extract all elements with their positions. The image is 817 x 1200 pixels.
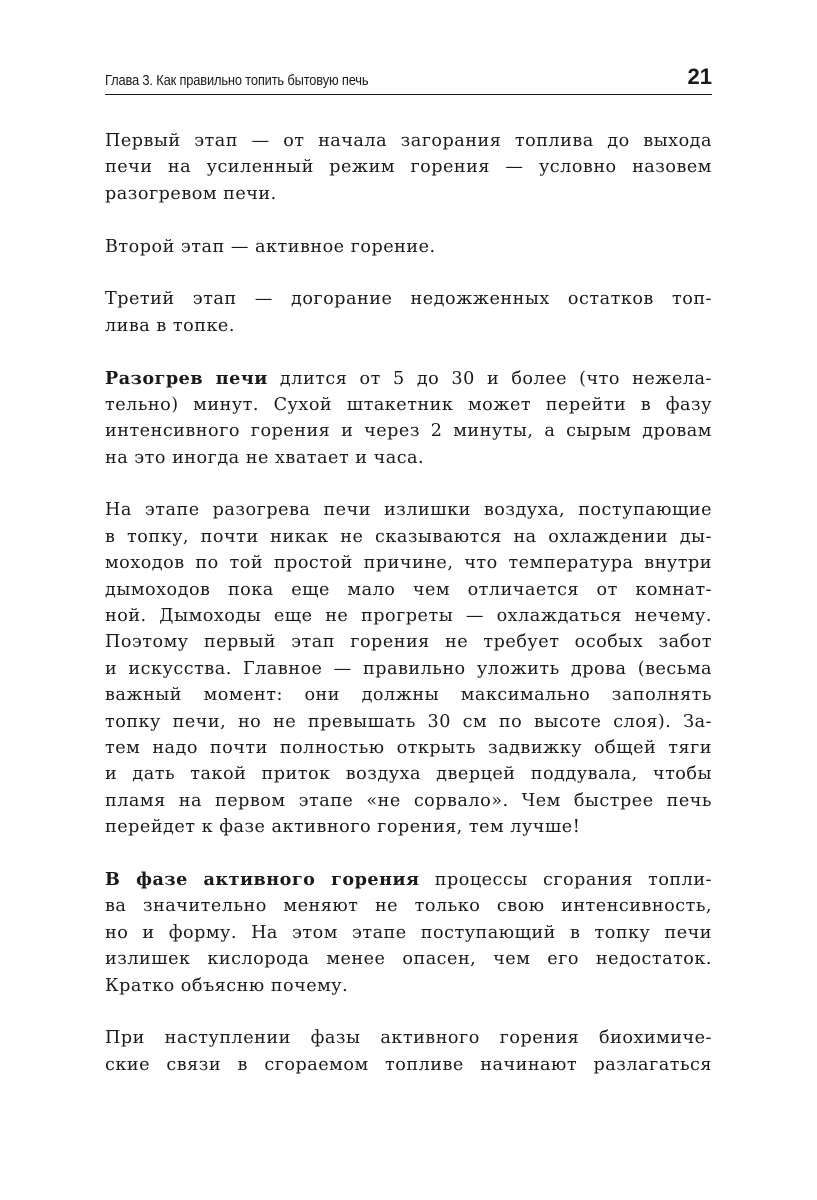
running-header [105, 62, 712, 95]
text-line: При наступлении фазы активного горения биохимиче- [105, 1028, 712, 1049]
text-line: интенсивного горения и через 2 минуты, а сырым дровам [105, 421, 712, 442]
text-line: тем надо почти полностью открыть задвижку общей тяги [105, 737, 712, 758]
paragraph [105, 366, 712, 472]
text-line: но и форму. На этом этапе поступающий в топку печи [105, 922, 712, 943]
text-line: перейдет к фазе активного горения, тем лучше! [105, 817, 581, 838]
text-line: пламя на первом этапе «не сорвало». Чем быстрее печь [105, 790, 712, 811]
text-line: на это иногда не хватает и часа. [105, 447, 425, 468]
body-text [105, 128, 712, 1104]
text-line: Третий этап — догорание недожженных остатков топ- [105, 289, 712, 310]
text-line: и дать такой приток воздуха дверцей поддувала, чтобы [105, 764, 712, 785]
text-line: моходов по той простой причине, что температура внутри [105, 553, 712, 574]
text-line: излишек кислорода менее опасен, чем его недостаток. [105, 949, 712, 970]
text-line [105, 366, 712, 392]
paragraph [105, 128, 712, 207]
text-line: дымоходов пока еще мало чем отличается от комнат- [105, 579, 712, 600]
text-line: ские связи в сгораемом топливе начинают разлагаться [105, 1054, 712, 1075]
text-line: Первый этап — от начала загорания топлива до выхода [105, 131, 712, 151]
text-line: Второй этап — активное горение. [105, 236, 436, 257]
bold-lead: В фазе активного горения [105, 868, 420, 890]
text-line [105, 867, 712, 893]
text-line: На этапе разогрева печи излишки воздуха, поступающие [105, 500, 712, 521]
paragraph [105, 234, 712, 260]
text-line: топку печи, но не превышать 30 см по высоте слоя). За- [105, 711, 712, 732]
text-line: Кратко объясню почему. [105, 975, 349, 996]
chapter-title: Глава 3. Как правильно топить бытовую печь [105, 72, 369, 89]
paragraph [105, 497, 712, 840]
paragraph [105, 867, 712, 999]
text-line: Поэтому первый этап горения не требует особых забот [105, 632, 712, 653]
paragraph [105, 286, 712, 339]
text-run: длится от 5 до 30 и более (что нежела- [267, 368, 712, 389]
bold-lead: Разогрев печи [105, 367, 268, 389]
text-line: ной. Дымоходы еще не прогреты — охлаждаться нечему. [105, 606, 712, 627]
text-line: в топку, почти никак не сказываются на охлаждении ды- [105, 526, 712, 547]
text-run: процессы сгорания топли- [419, 869, 712, 890]
text-line: ва значительно меняют не только свою интенсивность, [105, 896, 712, 917]
text-line: важный момент: они должны максимально заполнять [105, 685, 712, 706]
text-line: тельно) минут. Сухой штакетник может перейти в фазу [105, 394, 712, 415]
text-line: лива в топке. [105, 315, 235, 336]
text-line: печи на усиленный режим горения — условно назовем [105, 157, 712, 178]
text-line: разогревом печи. [105, 183, 277, 204]
paragraph [105, 1025, 712, 1078]
text-line: и искусства. Главное — правильно уложить дрова (весьма [105, 658, 712, 679]
page-number: 21 [687, 64, 712, 89]
